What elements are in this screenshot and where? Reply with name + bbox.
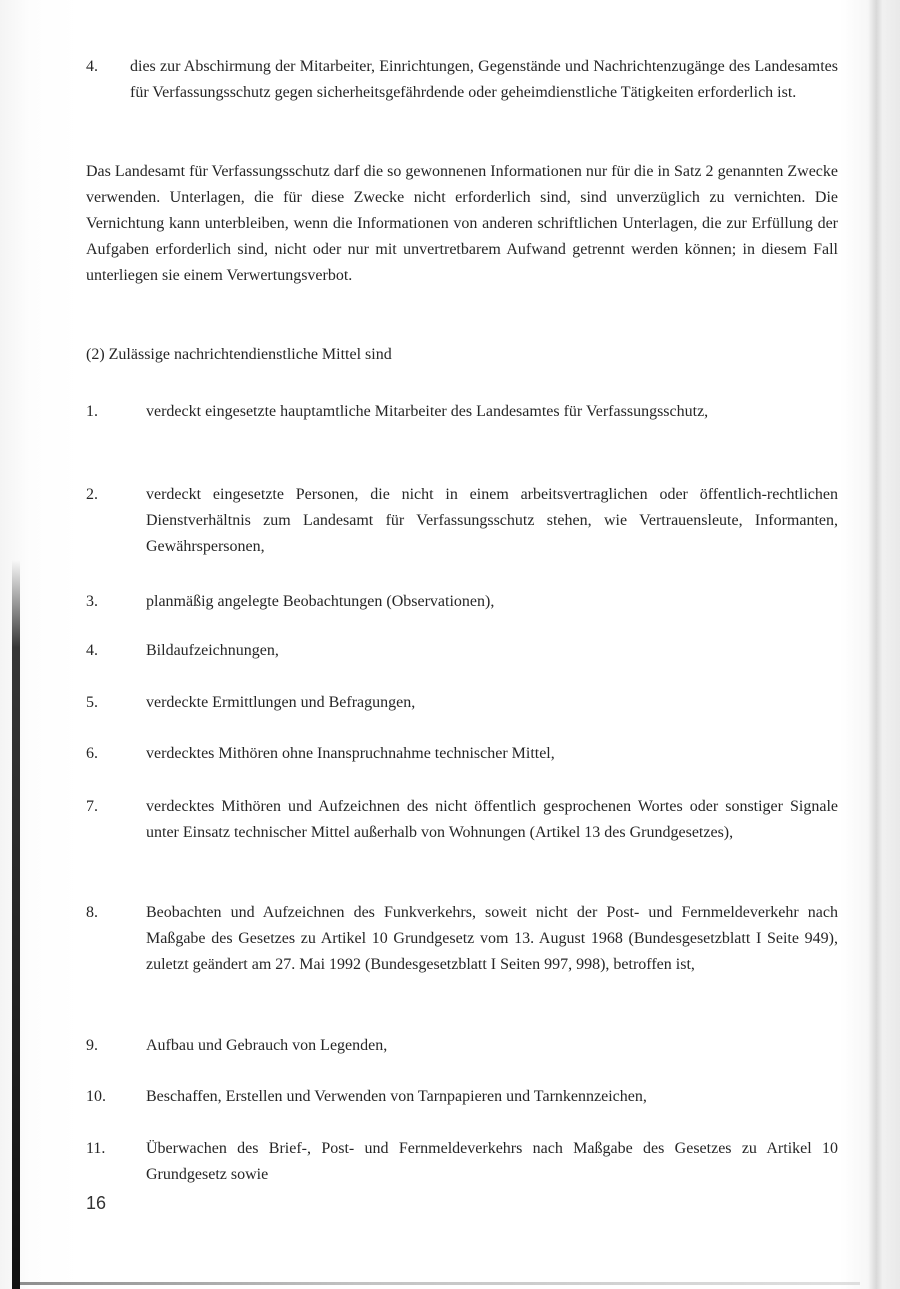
list-item-text: verdeckt eingesetzte Personen, die nicht in einem arbeitsvertraglichen oder öffentlich-rechtlichen Dienstverhältnis zum Landesamt für Verfassungsschutz stehen, wie Vertrauensleute, Informanten, Gewährspersonen,: [146, 486, 838, 555]
list-item-number: 5.: [86, 694, 98, 711]
list-item-number: 3.: [86, 593, 98, 610]
list-item-text: Beobachten und Aufzeichnen des Funkverkehrs, soweit nicht der Post- und Fernmeldeverkehr nach Maßgabe des Gesetzes zu Artikel 10 Grundgesetz vom 13. August 1968 (Bundesgesetzblatt I Seite 949), zuletzt geändert am 27. Mai 1992 (Bundesgesetzblatt I Seiten 997, 998), betroffen ist,: [146, 904, 838, 973]
list-item-number: 9.: [86, 1037, 98, 1054]
list-item-number: 4.: [86, 642, 98, 659]
list-item-number: 11.: [86, 1140, 106, 1157]
page-number: 16: [86, 1193, 107, 1213]
scan-shadow-right: [868, 0, 882, 1289]
list-item-number: 10.: [86, 1088, 106, 1105]
body-paragraph-usage-rules: Das Landesamt für Verfassungsschutz darf die so gewonnenen Informationen nur für die in Satz 2 genannten Zwecke verwenden. Unterlagen, die für diese Zwecke nicht erforderlich sind, sind unverzüglich zu vernichten. Die Vernichtung kann unterbleiben, wenn die Informationen von anderen schriftlichen Unterlagen, die zur Erfüllung der Aufgaben erforderlich sind, nicht oder nur mit unvertretbarem Aufwand getrennt werden können; in diesem Fall unterliegen sie einem Verwertungsverbot.: [86, 163, 838, 284]
list-item-text: planmäßig angelegte Beobachtungen (Observationen),: [146, 593, 495, 610]
list-item-number: 6.: [86, 745, 98, 762]
scan-shadow-bottom: [20, 1282, 860, 1285]
list-item-text: dies zur Abschirmung der Mitarbeiter, Einrichtungen, Gegenstände und Nachrichtenzugänge des Landesamtes für Verfassungsschutz gegen sicherheitsgefährdende oder geheimdienstliche Tätigkeiten erforderlich ist.: [130, 58, 838, 101]
list-item-number: 7.: [86, 798, 98, 815]
list-item-text: verdecktes Mithören ohne Inanspruchnahme technischer Mittel,: [146, 745, 555, 762]
list-item-number: 2.: [86, 486, 98, 503]
scan-shadow-left: [12, 560, 20, 1289]
list-item-text: verdeckte Ermittlungen und Befragungen,: [146, 694, 416, 711]
list-item-number: 1.: [86, 403, 98, 420]
list-item-text: Bildaufzeichnungen,: [146, 642, 279, 659]
list-item-text: Aufbau und Gebrauch von Legenden,: [146, 1037, 388, 1054]
list-item-number: 8.: [86, 904, 98, 921]
section-intro-paragraph: (2) Zulässige nachrichtendienstliche Mittel sind: [86, 346, 392, 363]
list-item-number: 4.: [86, 58, 98, 75]
list-item-text: verdeckt eingesetzte hauptamtliche Mitarbeiter des Landesamtes für Verfassungsschutz,: [146, 403, 709, 420]
list-item-text: Beschaffen, Erstellen und Verwenden von Tarnpapieren und Tarnkennzeichen,: [146, 1088, 647, 1105]
list-item-text: verdecktes Mithören und Aufzeichnen des nicht öffentlich gesprochenen Wortes oder sonstiger Signale unter Einsatz technischer Mittel außerhalb von Wohnungen (Artikel 13 des Grundgesetzes),: [146, 798, 838, 841]
list-item-text: Überwachen des Brief-, Post- und Fernmeldeverkehrs nach Maßgabe des Gesetzes zu Artikel 10 Grundgesetz sowie: [146, 1140, 838, 1183]
